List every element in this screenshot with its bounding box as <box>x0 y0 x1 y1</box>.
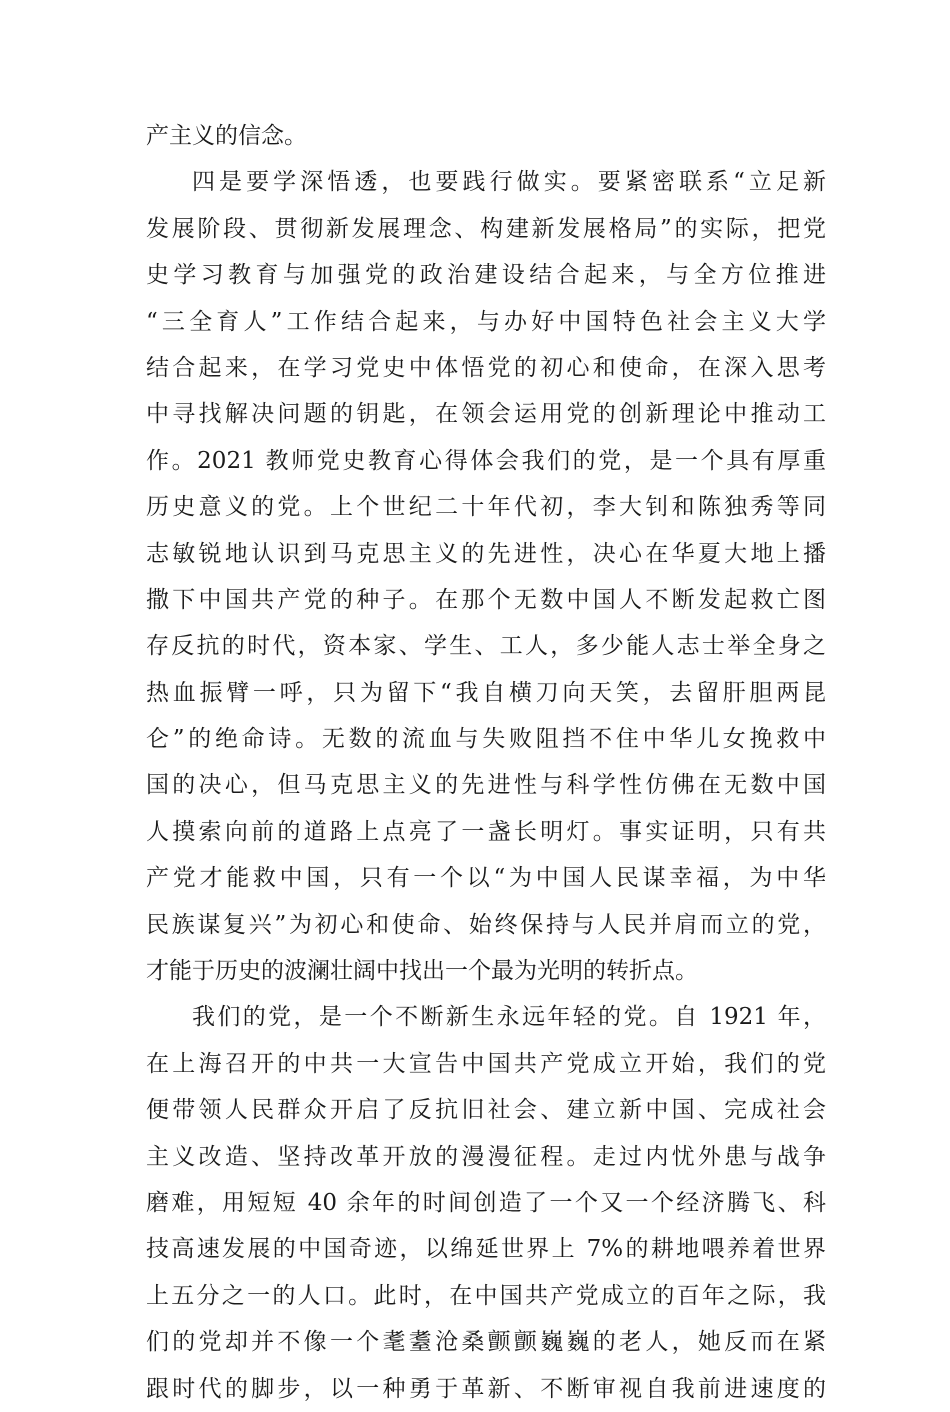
text-line: 主义改造、坚持改革开放的漫漫征程。走过内忧外患与战争 <box>146 1143 826 1170</box>
text-line: 在上海召开的中共一大宣告中国共产党成立开始，我们的党 <box>146 1050 826 1077</box>
body-text <box>146 113 826 1412</box>
text-line: 跟时代的脚步，以一种勇于革新、不断审视自我前进速度的 <box>146 1375 826 1402</box>
text-line: 志敏锐地认识到马克思主义的先进性，决心在华夏大地上播 <box>146 540 826 567</box>
text-line: “三全育人”工作结合起来，与办好中国特色社会主义大学 <box>146 308 826 335</box>
text-line: 产党才能救中国，只有一个以“为中国人民谋幸福，为中华 <box>146 865 826 892</box>
text-line: 发展阶段、贯彻新发展理念、构建新发展格局”的实际，把党 <box>146 215 826 242</box>
text-line: 作。2021 教师党史教育心得体会我们的党，是一个具有厚重 <box>146 447 826 474</box>
text-line: 才能于历史的波澜壮阔中找出一个最为光明的转折点。 <box>146 958 698 985</box>
text-line: 撒下中国共产党的种子。在那个无数中国人不断发起救亡图 <box>146 586 826 613</box>
text-line: 们的党却并不像一个耄耋沧桑颤颤巍巍的老人，她反而在紧 <box>146 1329 826 1356</box>
text-line: 产主义的信念。 <box>146 123 307 149</box>
text-line: 仑”的绝命诗。无数的流血与失败阻挡不住中华儿女挽救中 <box>146 726 826 753</box>
text-line: 技高速发展的中国奇迹，以绵延世界上 7%的耕地喂养着世界 <box>146 1236 826 1263</box>
paragraph-first-line: 四是要学深悟透，也要践行做实。要紧密联系“立足新 <box>192 169 826 196</box>
text-line: 国的决心，但马克思主义的先进性与科学性仿佛在无数中国 <box>146 772 826 799</box>
text-line: 结合起来，在学习党史中体悟党的初心和使命，在深入思考 <box>146 354 826 381</box>
text-line: 中寻找解决问题的钥匙，在领会运用党的创新理论中推动工 <box>146 401 826 428</box>
text-line: 民族谋复兴”为初心和使命、始终保持与人民并肩而立的党， <box>146 911 826 938</box>
paragraph-first-line: 我们的党，是一个不断新生永远年轻的党。自 1921 年， <box>192 1004 826 1031</box>
text-line: 上五分之一的人口。此时，在中国共产党成立的百年之际，我 <box>146 1282 826 1309</box>
text-line: 史学习教育与加强党的政治建设结合起来，与全方位推进 <box>146 262 826 289</box>
text-line: 热血振臂一呼，只为留下“我自横刀向天笑，去留肝胆两昆 <box>146 679 826 706</box>
text-line: 存反抗的时代，资本家、学生、工人，多少能人志士举全身之 <box>146 633 826 660</box>
text-line: 磨难，用短短 40 余年的时间创造了一个又一个经济腾飞、科 <box>146 1189 826 1216</box>
text-line: 人摸索向前的道路上点亮了一盏长明灯。事实证明，只有共 <box>146 818 826 845</box>
text-line: 便带领人民群众开启了反抗旧社会、建立新中国、完成社会 <box>146 1097 826 1124</box>
text-line: 历史意义的党。上个世纪二十年代初，李大钊和陈独秀等同 <box>146 494 826 521</box>
